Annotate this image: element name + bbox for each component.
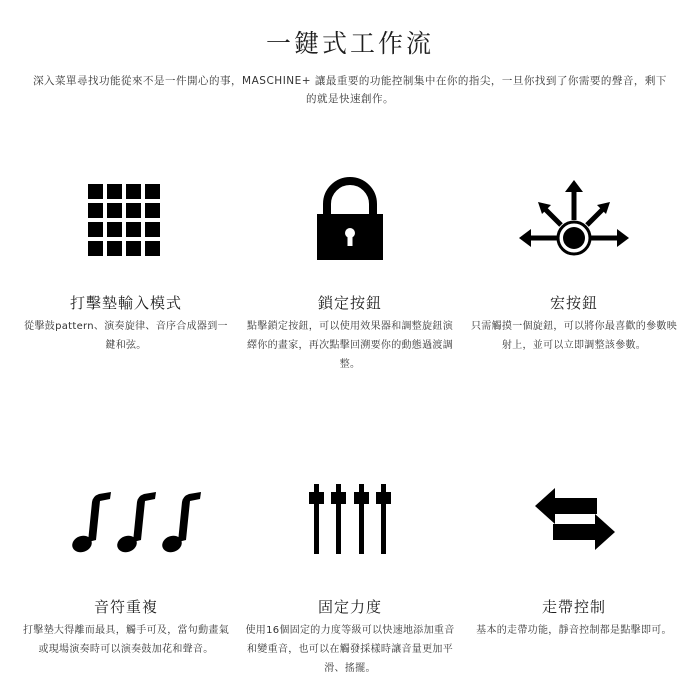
transport-arrows-icon: [499, 478, 649, 588]
pad-grid-icon: [51, 172, 201, 282]
music-notes-icon: [51, 478, 201, 588]
feature-title: 鎖定按鈕: [317, 294, 382, 312]
feature-description: 只需觸摸一個旋鈕，可以將你最喜歡的參數映射上，並可以立即調整該參數。: [471, 321, 677, 351]
macro-arrows-icon: [499, 172, 649, 282]
feature-description: 基本的走帶功能，靜音控制都是點擊即可。: [476, 625, 672, 636]
feature-title: 走帶控制: [541, 598, 606, 616]
feature-description: 點擊鎖定按鈕，可以使用效果器和調整旋鈕演繹你的畫家，再次點擊回溯要你的動態過渡調整。: [247, 321, 453, 370]
page-title: 一鍵式工作流: [265, 29, 434, 58]
feature-description: 從擊鼓pattern、演奏旋律、音序合成器到一鍵和弦。: [24, 321, 228, 351]
intro-text: 深入菜單尋找功能從來不是一件開心的事，MASCHINE+ 讓最重要的功能控制集中在你的指尖，一旦你找到了你需要的聲音，剩下的就是快速創作。: [33, 75, 667, 105]
feature-title: 音符重複: [93, 598, 158, 616]
padlock-icon: [275, 172, 425, 282]
velocity-faders-icon: [275, 478, 425, 588]
feature-description: 打擊墊大得離而最具，觸手可及，當句動畫氣或現場演奏時可以演奏鼓加花和聲音。: [23, 625, 229, 655]
feature-title: 打擊墊輸入模式: [69, 294, 182, 312]
feature-title: 宏按鈕: [549, 294, 598, 312]
feature-title: 固定力度: [317, 598, 382, 616]
feature-description: 使用16個固定的力度等級可以快速地添加重音和變重音，也可以在觸發採樣時讓音量更加平滑、搖擺。: [245, 625, 455, 674]
